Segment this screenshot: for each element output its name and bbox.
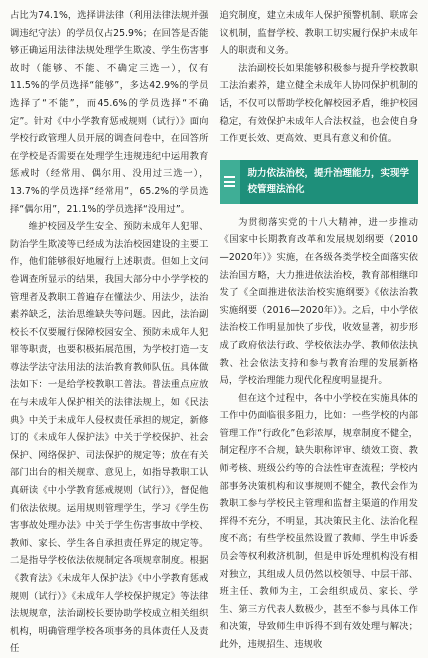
paragraph: 维护校园及学生安全、预防未成年人犯罪、防治学生欺凌等已经成为法治校园建设的主要工作，他们能够很好地履行上述职责。但如上文问卷调查所显示的结果，我国大部分中小学学校的管理者及教职工普遍存在懂法少、用法少，法治素养缺乏，法治思维缺失等问题。因此，法治副校长不仅要履行保障校园安全、预防未成年人犯罪等职责，也要积极拓展范围，为学校打造一支尊法学法守法用法的法治教育教师队伍。具体做法如下：一是给学校教职工普法。普法重点应放在与未成年人保护相关的法律法规上，如《民法典》中关于未成年人侵权责任承担的规定，新修订的《未成年人保护法》中关于学校保护、社会保护、网络保护、司法保护的规定等；放在有关部门出台的相关规章、意见上，如指导教职工认真研读《中小学教育惩戒规则（试行）》，督促他们依法依规。运用规则管理学生，学习《学生伤害事故处理办法》中关于学生伤害事故中学校、教师、家长、学生各自承担责任界定的规定等。二是指导学校依法依规制定各项规章制度。根据《教育法》《未成年人保护法》《中小学教育惩戒规则（试行）》《未成年人学校保护规定》等法律法规规章，法治副校长要协助学校成立相关组织机构，明确管理学校各项事务的具体责任人及责任 <box>10 221 209 655</box>
paragraph: 法治副校长如果能够积极参与提升学校教职工法治素养，建立健全未成年人协同保护机制的话，不仅可以帮助学校化解校园矛盾，维护校园稳定，有效保护未成年人合法权益，也会使自身工作更长效、更高效、更具有意义和价值。 <box>219 62 418 145</box>
right-column <box>219 7 419 650</box>
paragraph: 但在这个过程中，各中小学校在实施具体的工作中仍面临很多阻力，比如：一些学校的内部管理工作“行政化”色彩浓厚，规章制度不健全，制定程序不合规，缺失职称评审、绩效工资、教师考核、班级公约等的合法性审查流程；学校内部事务决策机构和议事规则不健全，教代会作为教职工参与学校民主管理和监督主渠道的作用发挥得不充分，不明显，其决策民主化、法治化程度不高；有些学校虽然设置了教师、学生申诉委员会等权利救济机制，但是申诉处理机构没有相对独立，其组成人员仍然以校领导、中层干部、班主任、教师为主，工会组织成员、家长、学生、第三方代表人数极少，甚至不参与具体工作和决策，导致师生申诉得不到有效处理与解决；此外，违规招生、违规收 <box>219 392 418 650</box>
list-icon <box>220 160 240 204</box>
left-column <box>10 7 209 655</box>
section-title: 助力依法治校，提升治理能力，实现学校管理法治化 <box>247 167 410 195</box>
section-header <box>220 160 419 204</box>
paragraph: 为贯彻落实党的十八大精神，进一步推动《国家中长期教育改革和发展规划纲要（2010—2020年）》实施，在各级各类学校全面落实依法治国方略，大力推进依法治校，教育部相继印发了《全面推进依法治校实施纲要》《依法治教实施纲要（2016—2020年）》。之后，中小学依法治校工作明显加快了步伐，收效显著，初步形成了政府依法行政、学校依法办学、教师依法执教、社会依法支持和参与教育治理的发展新格局，学校治理能力现代化程度明显提升。 <box>219 216 418 387</box>
paragraph: 占比为74.1%，选择讲法律（利用法律法规并强调违纪守法）的学员仅占25.9%；在回答是否能够正确运用法律法规处理学生欺凌、学生伤害事故时（能够、不能、不确定三选一），仅有11.5%的学员选择“能够”，多达42.9%的学员选择了“不能”，而45.6%的学员选择“不确定”。针对《中小学教育惩戒规则（试行）》面向学校行政管理人员开展的调查问卷中，在回答所在学校是否需要在处理学生违规违纪中运用教育惩戒时（经常用、偶尔用、没用过三选一），13.7%的学员选择“经常用”，65.2%的学员选择“偶尔用”，21.1%的学员选择“没用过”。 <box>10 10 209 215</box>
paragraph: 追究制度，建立未成年人保护预警机制、联席会议机制，监督学校、教职工切实履行保护未成年人的职责和义务。 <box>219 10 418 57</box>
